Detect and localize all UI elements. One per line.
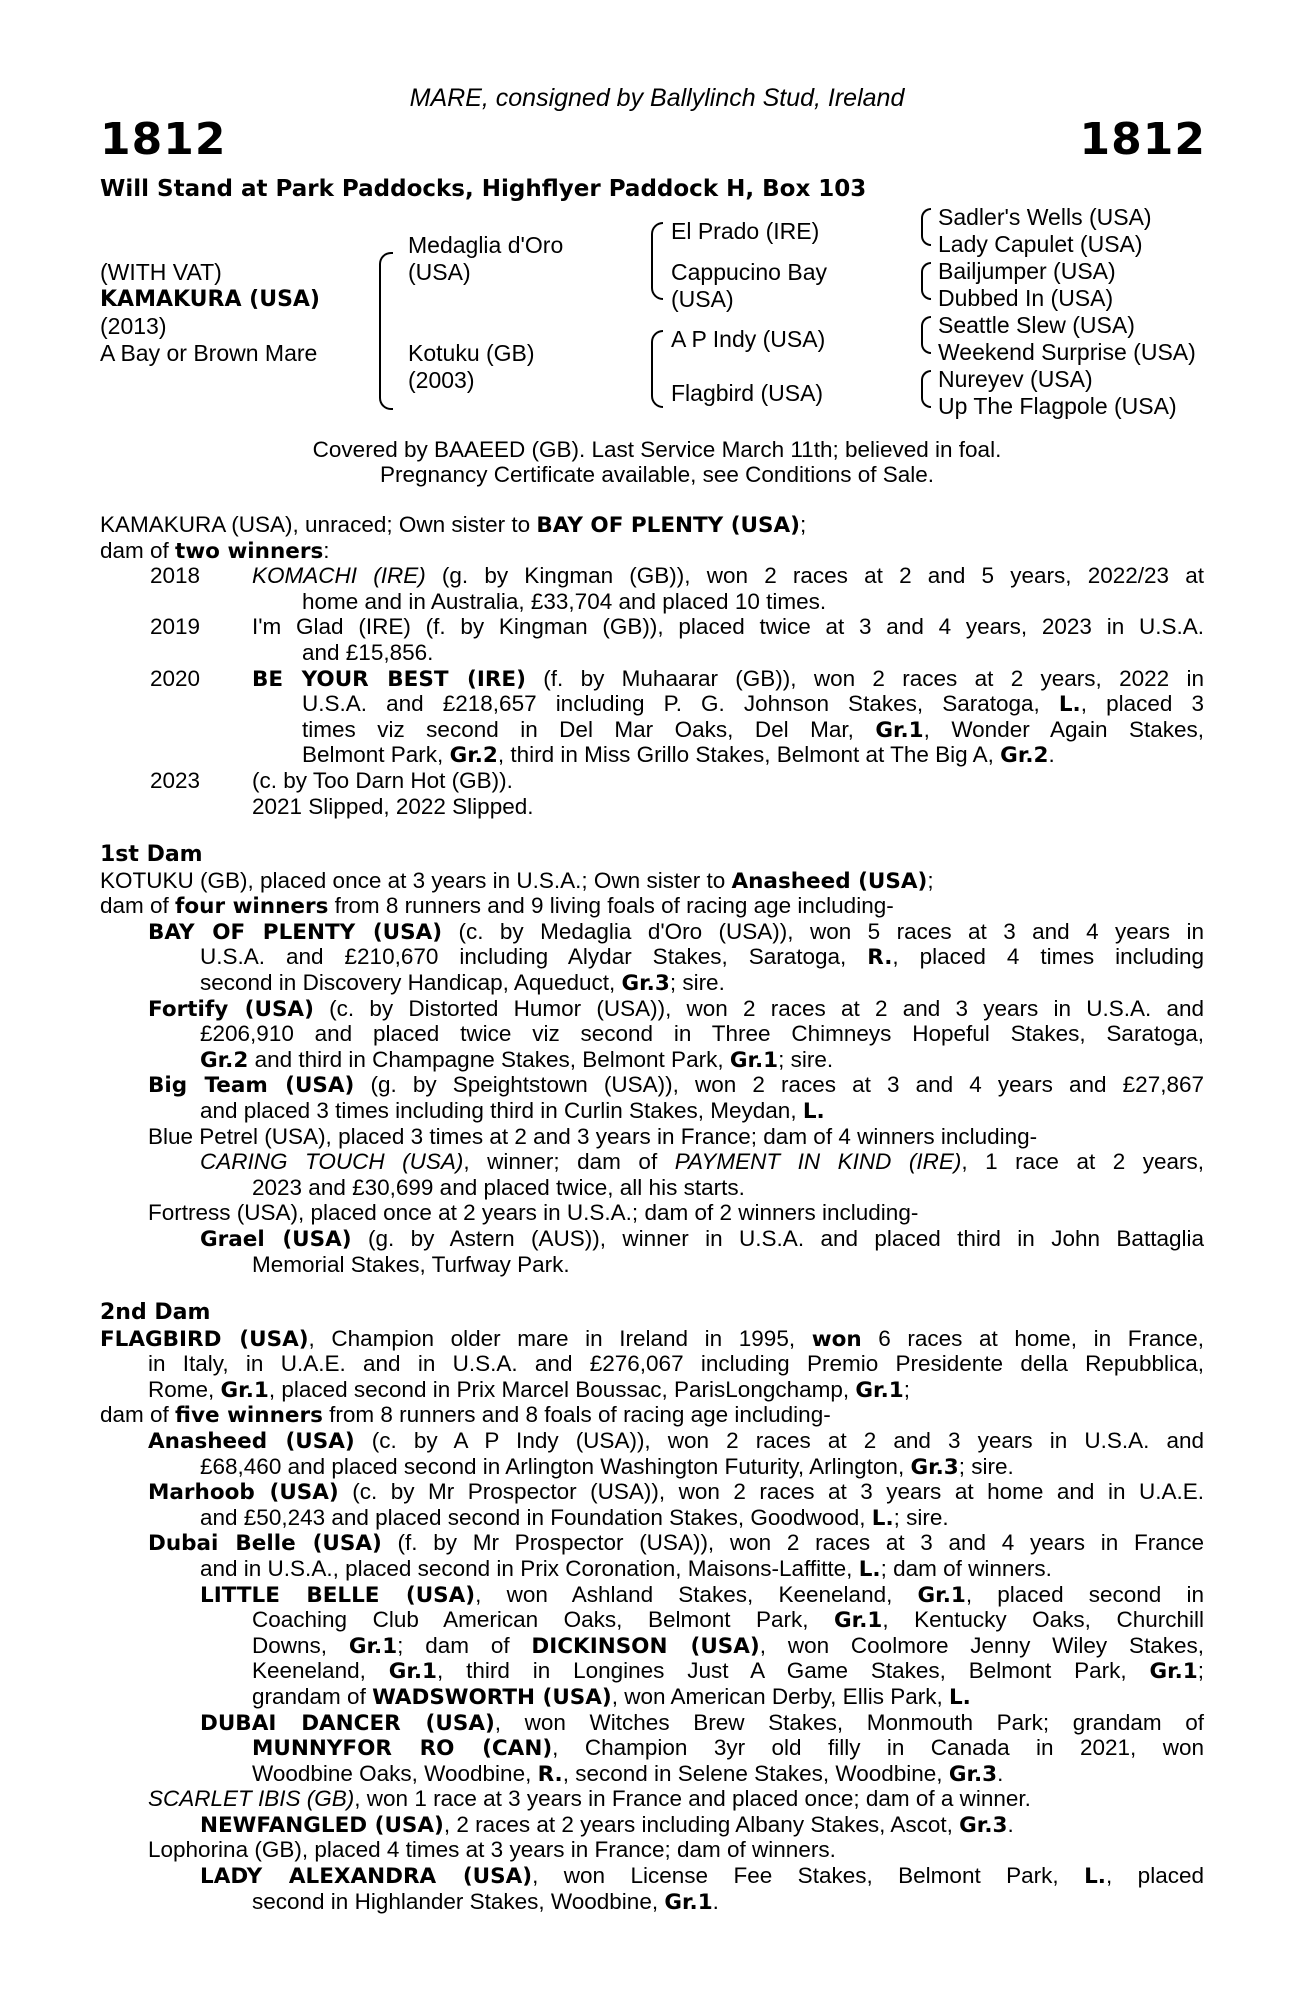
second-dam-title: 2nd Dam xyxy=(100,1300,211,1325)
bracket-gen3b xyxy=(921,262,931,300)
dam-name: Kotuku (GB) (2003) xyxy=(408,340,535,393)
produce-2023: 2023 (c. by Too Darn Hot (GB)). xyxy=(150,767,513,793)
sire-dam: Cappucino Bay (USA) xyxy=(671,259,827,312)
horse-year: (2013) xyxy=(100,313,167,339)
lot-number-right: 1812 xyxy=(1079,114,1206,165)
consignor-line: MARE, consigned by Ballylinch Stud, Ireland xyxy=(409,84,905,112)
covered-line: Covered by BAAEED (GB). Last Service March 11th; believed in foal. xyxy=(312,437,1002,462)
produce-2020: 2020 BE YOUR BEST (IRE) (f. by Muhaarar (GB)), won 2 races at 2 years, 2022 in xyxy=(150,665,1204,692)
second-dam-section: 2nd Dam FLAGBIRD (USA), Champion older mare in Ireland in 1995, won 6 races at home, in France, in Italy, in U.A.E. and in U.S.A. and £276,067 including Premio Presidente della Repubblica, Rome, Gr.1, placed second in Prix Marcel Boussac, ParisLongchamp, Gr.1; dam of five winners from 8 runners and 8 foals of racing age including- Anasheed (USA) (c. by A P Indy (USA)), won 2 races at 2 and 3 years in U.S.A. and £68,460 and placed second in Arlington Washington Futurity, Arlington, Gr.3; sire. Marhoob (USA) (c. by Mr Prospector (USA)), won 2 races at 3 years at home and in U.A.E. and £50,243 and placed second in Foundation Stakes, Goodwood, L.; sire. Dubai Belle (USA) (f. by Mr Prospector (USA)), won 2 races at 3 and 4 years in France and in U.S.A., placed second in Prix Coronation, Maisons-Laffitte, L.; dam of winners. LITTLE BELLE (USA), won Ashland Stakes, Keeneland, Gr.1, placed second in Coaching Club American Oaks, Belmont Park, Gr.1, Kentucky Oaks, Churchill Downs, Gr.1; dam of DICKINSON (USA), won Coolmore Jenny Wiley Stakes, Keeneland, Gr.1, third in Longines Just A Game Stakes, Belmont Park, Gr.1; grandam of WADSWORTH (USA), won American Derby, Ellis Park, L. DUBAI DANCER (USA), won Witches Brew Stakes, Monmouth Park; grandam of MUNNYFOR RO (CAN), Champion 3yr old filly in Canada in 2021, won Woodbine Oaks, Woodbine, R., second in Selene Stakes, Woodbine, Gr.3. SCARLET IBIS (GB), won 1 race at 3 years in France and placed once; dam of a winner. NEWFANGLED (USA), 2 races at 2 years including Albany Stakes, Ascot, Gr.3. Lophorina (GB), placed 4 times at 3 years in France; dam of winners. LADY ALEXANDRA (USA), won License Fee Stakes, Belmont Park, L., placed second in Highlander Stakes, Woodbine, Gr.1. xyxy=(100,1300,1205,1915)
stand-location: Will Stand at Park Paddocks, Highflyer Paddock H, Box 103 xyxy=(100,176,867,202)
first-dam-section: 1st Dam KOTUKU (GB), placed once at 3 years in U.S.A.; Own sister to Anasheed (USA); dam of four winners from 8 runners and 9 living foals of racing age including- BAY OF PLENTY (USA) (c. by Medaglia d'Oro (USA)), won 5 races at 3 and 4 years in U.S.A. and £210,670 including Alydar Stakes, Saratoga, R., placed 4 times including second in Discovery Handicap, Aqueduct, Gr.3; sire. Fortify (USA) (c. by Distorted Humor (USA)), won 2 races at 2 and 3 years in U.S.A. and £206,910 and placed twice viz second in Three Chimneys Hopeful Stakes, Saratoga, Gr.2 and third in Champagne Stakes, Belmont Park, Gr.1; sire. Big Team (USA) (g. by Speightstown (USA)), won 2 races at 3 and 4 years and £27,867 and placed 3 times including third in Curlin Stakes, Meydan, L. Blue Petrel (USA), placed 3 times at 2 and 3 years in France; dam of 4 winners including- CARING TOUCH (USA), winner; dam of PAYMENT IN KIND (IRE), 1 race at 2 years, 2023 and £30,699 and placed twice, all his starts. Fortress (USA), placed once at 2 years in U.S.A.; dam of 2 winners including- Grael (USA) (g. by Astern (AUS)), winner in U.S.A. and placed third in John Battaglia Memorial Stakes, Turfway Park. xyxy=(100,842,1205,1277)
bracket-gen3a xyxy=(921,208,931,246)
bracket-gen3c xyxy=(921,316,931,354)
vat-label: (WITH VAT) xyxy=(100,259,222,285)
produce-record: KAMAKURA (USA), unraced; Own sister to BAY OF PLENTY (USA); dam of two winners: 2018 KOMACHI (IRE) (g. by Kingman (GB)), won 2 races at 2 and 5 years, 2022/23 at home and in Australia, £33,704 and placed 10 times. 2019 I'm Glad (IRE) (f. by Kingman (GB)), placed twice at 3 and 4 years, 2023 in U.S.A. and £15,856. 2020 BE YOUR BEST (IRE) (f. by Muhaarar (GB)), won 2 races at 2 years, 2022 in U.S.A. and £218,657 including P. G. Johnson Stakes, Saratoga, L., placed 3 times viz second in Del Mar Oaks, Del Mar, Gr.1, Wonder Again Stakes, Belmont Park, Gr.2, third in Miss Grillo Stakes, Belmont at The Big A, Gr.2. 2023 (c. by Too Darn Hot (GB)). 2021 Slipped, 2022 Slipped. xyxy=(100,512,1204,819)
produce-2019: 2019 I'm Glad (IRE) (f. by Kingman (GB)), placed twice at 3 and 4 years, 2023 in U.S.A. xyxy=(150,614,1204,640)
bracket-gen1 xyxy=(379,252,393,410)
produce-2018: 2018 KOMACHI (IRE) (g. by Kingman (GB)), won 2 races at 2 and 5 years, 2022/23 at xyxy=(150,563,1204,589)
bracket-gen2b xyxy=(651,330,663,408)
dam-sire: A P Indy (USA) xyxy=(671,326,826,352)
pedigree-table xyxy=(0,0,1314,430)
dam-dam: Flagbird (USA) xyxy=(671,380,824,406)
first-dam-title: 1st Dam xyxy=(100,842,203,867)
pregnancy-line: Pregnancy Certificate available, see Conditions of Sale. xyxy=(379,462,935,487)
sire-name: Medaglia d'Oro (USA) xyxy=(408,232,564,285)
horse-desc: A Bay or Brown Mare xyxy=(100,340,318,366)
bracket-gen3d xyxy=(921,370,931,408)
horse-name: KAMAKURA (USA) xyxy=(100,287,320,312)
bracket-gen2a xyxy=(651,222,663,300)
sire-sire: El Prado (IRE) xyxy=(671,218,820,244)
lot-number-left: 1812 xyxy=(100,114,227,165)
third-generation: Sadler's Wells (USA) Lady Capulet (USA) Bailjumper (USA) Dubbed In (USA) Seattle Slew (USA) Weekend Surprise (USA) Nureyev (USA) Up The Flagpole (USA) xyxy=(938,204,1196,419)
